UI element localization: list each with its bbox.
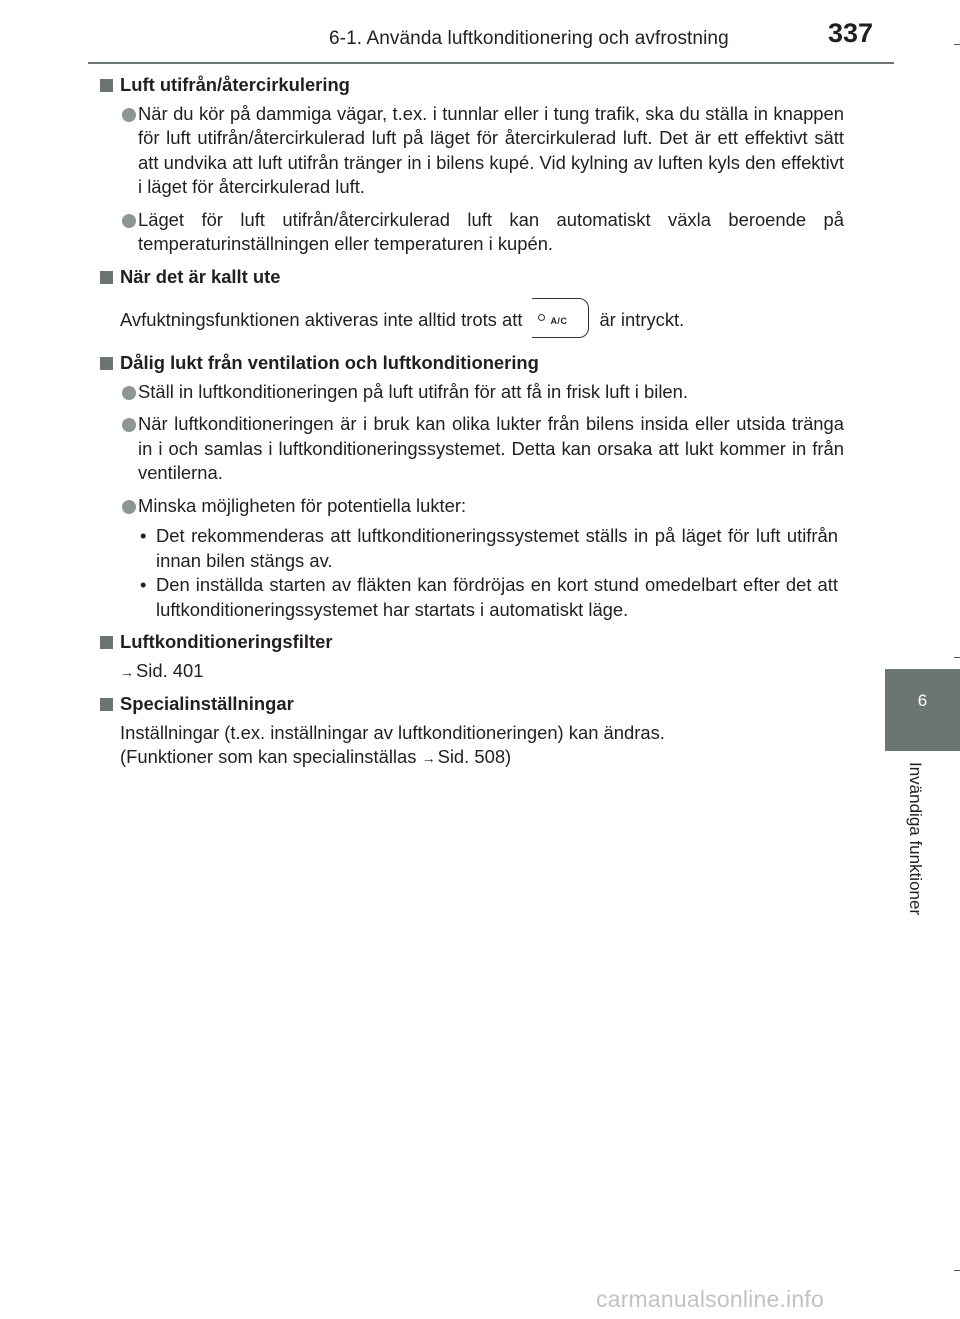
section-heading <box>100 351 844 376</box>
heading-text: När det är kallt ute <box>120 265 281 287</box>
sub-list-item <box>100 573 844 622</box>
sub-list-item-text: Det rekommenderas att luftkonditioneringssystemet ställs in på läget för luft utifrån innan bilen stängs av. <box>156 525 838 571</box>
circle-bullet-icon <box>122 386 136 400</box>
ac-button-icon <box>532 298 589 338</box>
section-title: 6-1. Använda luftkonditionering och avfrostning <box>329 28 729 49</box>
paragraph <box>100 721 844 771</box>
crop-mark <box>954 44 960 45</box>
sub-bullet-icon: • <box>140 525 147 546</box>
square-bullet-icon <box>100 636 113 649</box>
ac-button-label: A/C <box>550 316 568 326</box>
heading-text: Specialinställningar <box>120 693 294 714</box>
paragraph-text: Avfuktningsfunktionen aktiveras inte alltid trots att <box>120 308 523 330</box>
page-number: 337 <box>828 18 874 48</box>
arrow-right-icon: → <box>421 750 436 766</box>
chapter-label <box>904 762 926 942</box>
crop-mark <box>954 1270 960 1271</box>
chapter-tab[interactable] <box>885 669 960 751</box>
page-content <box>100 73 844 771</box>
section-heading <box>100 265 844 290</box>
section-heading <box>100 692 844 717</box>
section-heading <box>100 73 844 98</box>
sub-list-item-text: Den inställda starten av fläkten kan fördröjas en kort stund omedelbart efter det att luftkonditioneringssystemet har startats i automatiskt läge. <box>156 574 838 620</box>
paragraph-text: är intryckt. <box>599 308 685 330</box>
list-item-text: När luftkonditioneringen är i bruk kan olika lukter från bilens insida eller utsida tränga in i och samlas i luftkonditioneringssystemet. Detta kan orsaka att lukt kommer in från ventilerna. <box>138 413 844 483</box>
paragraph-line <box>120 745 844 771</box>
circle-bullet-icon <box>122 108 136 122</box>
circle-bullet-icon <box>122 500 136 514</box>
chapter-number: 6 <box>917 691 928 710</box>
list-item <box>100 380 844 405</box>
indicator-light-icon <box>538 314 545 321</box>
list-item <box>100 208 844 257</box>
watermark: carmanualsonline.info <box>596 1286 824 1312</box>
square-bullet-icon <box>100 79 113 92</box>
circle-bullet-icon <box>122 214 136 228</box>
header-rule <box>88 62 894 64</box>
square-bullet-icon <box>100 271 113 284</box>
page-reference[interactable] <box>100 659 844 685</box>
heading-text: Luftkonditioneringsfilter <box>120 631 333 652</box>
list-item-text: Läget för luft utifrån/återcirkulerad luft kan automatiskt växla beroende på temperaturinställningen eller temperaturen i kupén. <box>138 208 844 254</box>
arrow-right-icon: → <box>120 663 134 680</box>
heading-text: Luft utifrån/återcirkulering <box>120 74 350 95</box>
list-item <box>100 494 844 519</box>
crop-mark <box>954 657 960 658</box>
square-bullet-icon <box>100 698 113 711</box>
paragraph-text: (Funktioner som kan specialinställas <box>120 746 417 767</box>
list-item-text: Minska möjligheten för potentiella lukter: <box>138 494 467 516</box>
square-bullet-icon <box>100 357 113 370</box>
heading-text: Dålig lukt från ventilation och luftkonditionering <box>120 352 539 373</box>
page-reference-text: Sid. 401 <box>136 659 204 681</box>
list-item-text: Ställ in luftkonditioneringen på luft utifrån för att få in frisk luft i bilen. <box>138 380 688 402</box>
chapter-label-text: Invändiga funktioner <box>906 762 925 916</box>
section-heading <box>100 630 844 655</box>
sub-bullet-icon: • <box>140 574 147 595</box>
sub-list-item <box>100 524 844 573</box>
paragraph-line: Inställningar (t.ex. inställningar av luftkonditioneringen) kan ändras. <box>120 721 665 743</box>
paragraph <box>100 301 844 341</box>
list-item-text: När du kör på dammiga vägar, t.ex. i tunnlar eller i tung trafik, ska du ställa in knappen för luft utifrån/återcirkulerad luft på läget för återcirkulerad luft. Det är ett effektivt sätt att undvika att luft utifrån tränger in i bilens kupé. Vid kylning av luften kyls den effektivt i läget för återcirkulerad luft. <box>138 102 844 197</box>
page-reference-text[interactable]: Sid. 508) <box>437 746 512 767</box>
circle-bullet-icon <box>122 418 136 432</box>
list-item <box>100 412 844 486</box>
list-item <box>100 102 844 200</box>
